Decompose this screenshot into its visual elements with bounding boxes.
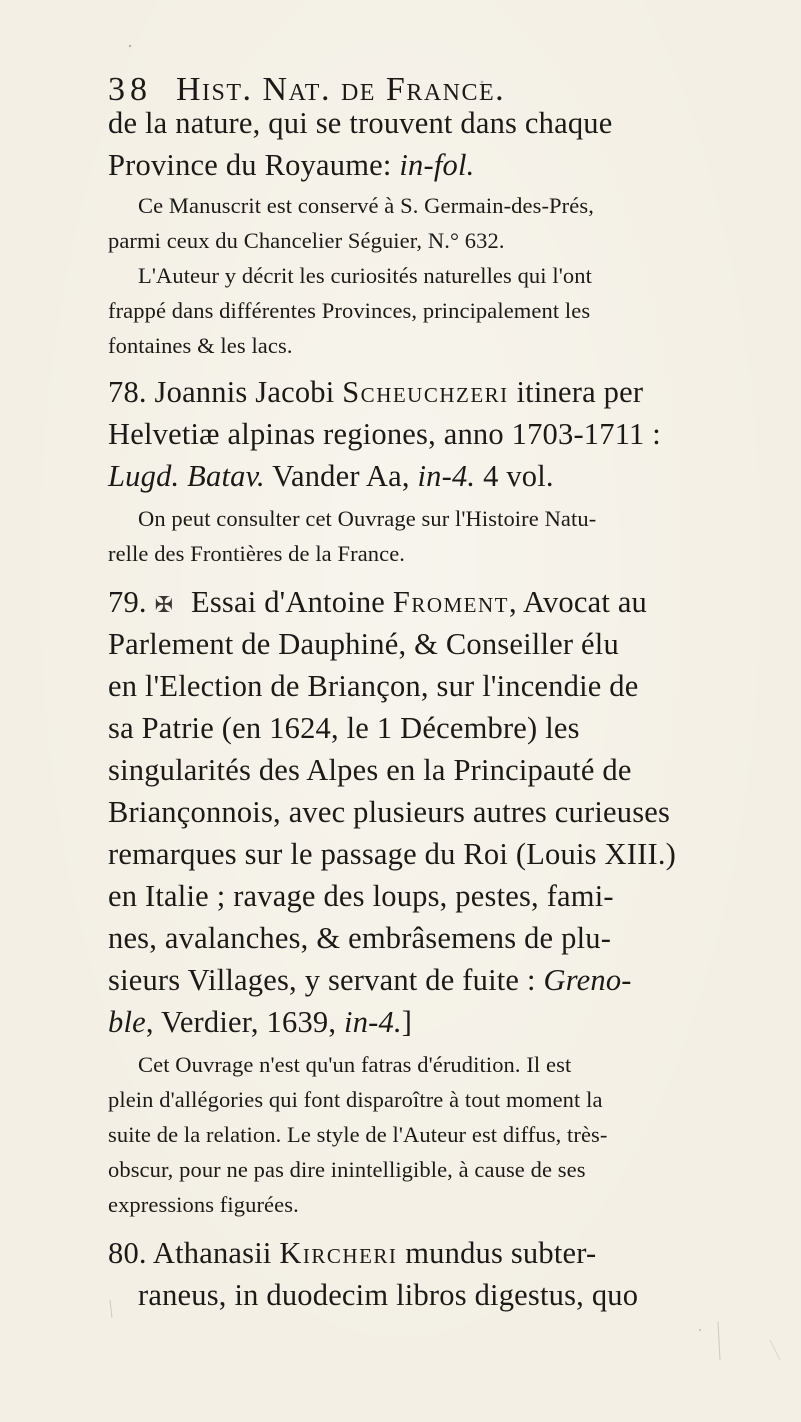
note-line: Cet Ouvrage n'est qu'un fatras d'érudition. Il est [138,1052,572,1077]
entry-text-line: remarques sur le passage du Roi (Louis XIII.) [108,837,677,871]
entry-text-line: sieurs Villages, y servant de fuite : Greno- [108,963,632,997]
note-line: parmi ceux du Chancelier Séguier, N.° 632. [108,228,505,253]
entry-text-line: Parlement de Dauphiné, & Conseiller élu [108,627,619,661]
author-name: Kircheri [279,1236,398,1270]
entry-text-line: de la nature, qui se trouvent dans chaque [108,106,613,140]
note-line: obscur, pour ne pas dire inintelligible, à cause de ses [108,1157,586,1182]
entry-80-heading: 80. Athanasii Kircheri mundus subter- [108,1236,597,1270]
page-number: 38 [108,71,152,108]
running-title: Hist. Nat. de France. [176,71,506,108]
entry-text-line: sa Patrie (en 1624, le 1 Décembre) les [108,711,580,745]
author-name: Froment [392,585,510,619]
entry-text-line: nes, avalanches, & embrâsemens de plu- [108,921,612,955]
entry-78-heading: 78. Joannis Jacobi Scheuchzeri itinera per [108,375,644,409]
note-line: suite de la relation. Le style de l'Auteur est diffus, très- [108,1122,608,1147]
note-line: plein d'allégories qui font disparoître à tout moment la [108,1087,603,1112]
note-line: On peut consulter cet Ouvrage sur l'Histoire Natu- [138,506,597,531]
entry-text-line: ble, Verdier, 1639, in-4.] [108,1005,413,1039]
note-line: Ce Manuscrit est conservé à S. Germain-des-Prés, [138,193,594,218]
entry-text-line: singularités des Alpes en la Principauté de [108,753,632,787]
entry-text-line: en Italie ; ravage des loups, pestes, fami- [108,879,614,913]
note-line: relle des Frontières de la France. [108,541,406,566]
note-line: expressions figurées. [108,1192,299,1217]
entry-text-line: raneus, in duodecim libros digestus, quo [138,1278,639,1312]
note-line: frappé dans différentes Provinces, principalement les [108,298,591,323]
entry-text-line: Briançonnois, avec plusieurs autres curieuses [108,795,671,829]
note-line: L'Auteur y décrit les curiosités naturelles qui l'ont [138,263,592,288]
entry-text-line: Lugd. Batav. Vander Aa, in-4. 4 vol. [108,459,554,493]
author-name: Scheuchzeri [342,375,509,409]
entry-79-heading: 79. ✠ Essai d'Antoine Froment, Avocat au [108,585,648,619]
note-line: fontaines & les lacs. [108,333,293,358]
running-header [108,70,668,110]
entry-text-line: Helvetiæ alpinas regiones, anno 1703-1711 : [108,417,661,451]
entry-text-line: Province du Royaume: in-fol. [108,148,475,182]
cross-pattee-icon: ✠ [154,592,174,617]
entry-text-line: en l'Election de Briançon, sur l'incendie de [108,669,639,703]
